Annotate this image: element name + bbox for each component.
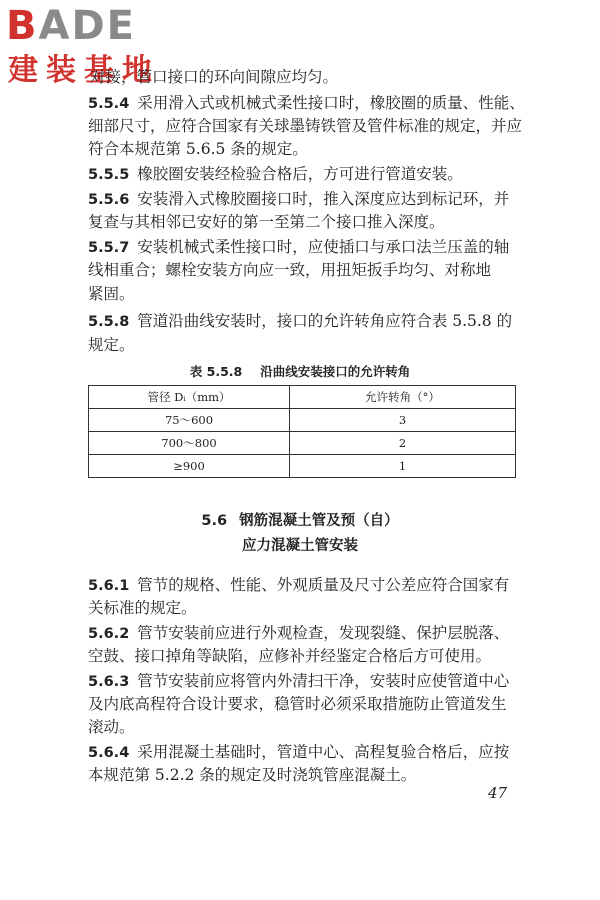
- fragment-line: 对接，管口接口的环向间隙应均匀。: [90, 68, 339, 86]
- allowed-angle-table: [88, 385, 516, 478]
- clause-5-5-4-line-1: [88, 92, 528, 115]
- cell-angle: 2: [290, 432, 516, 455]
- section-heading-line-1: [0, 510, 600, 532]
- clause-text: 采用滑入式或机械式柔性接口时，橡胶圈的质量、性能、: [137, 94, 525, 112]
- clause-5-5-7-line-1: [88, 236, 528, 259]
- clause-text: 管节安装前应进行外观检查，发现裂缝、保护层脱落、: [137, 624, 510, 642]
- clause-text: 橡胶圈安装经检验合格后，方可进行管道安装。: [137, 165, 463, 183]
- clause-text: 安装滑入式橡胶圈接口时，推入深度应达到标记环，并: [137, 190, 510, 208]
- clause-number: 5.5.5: [88, 167, 130, 183]
- clause-5-5-7-line-2: 线相重合；螺栓安装方向应一致，用扭矩扳手均匀、对称地: [88, 261, 492, 279]
- logo-accent-letter: B: [6, 3, 39, 49]
- table-row: [89, 432, 516, 455]
- section-heading-line-2: 应力混凝土管安装: [242, 538, 358, 554]
- clause-5-5-8-line-1: [88, 310, 528, 333]
- table-caption: [0, 362, 600, 380]
- clause-5-5-4-line-2: 细部尺寸，应符合国家有关球墨铸铁管及管件标准的规定，并应: [88, 117, 523, 135]
- table-row: [89, 455, 516, 478]
- clause-5-6-1-line-2: 关标准的规定。: [88, 599, 197, 617]
- clause-text: 管节安装前应将管内外清扫干净，安装时应使管道中心: [137, 672, 510, 690]
- cell-angle: 1: [290, 455, 516, 478]
- clause-text: 采用混凝土基础时，管道中心、高程复验合格后，应按: [137, 743, 510, 761]
- clause-5-6-1-line-1: [88, 574, 528, 597]
- clause-5-6-4-line-2: 本规范第 5.2.2 条的规定及时浇筑管座混凝土。: [88, 766, 417, 784]
- clause-5-5-5-line-1: [88, 163, 528, 186]
- table-caption-title: 沿曲线安装接口的允许转角: [260, 364, 411, 379]
- clause-5-5-7-line-3: 紧固。: [88, 285, 135, 303]
- clause-number: 5.5.8: [88, 314, 130, 330]
- clause-5-6-2-line-2: 空鼓、接口掉角等缺陷，应修补并经鉴定合格后方可使用。: [88, 647, 492, 665]
- clause-5-5-6-line-2: 复查与其相邻已安好的第一至第二个接口推入深度。: [88, 213, 445, 231]
- section-number: 5.6: [201, 513, 228, 529]
- header-angle: 允许转角（°）: [290, 386, 516, 409]
- cell-diameter: 75～600: [89, 409, 290, 432]
- section-title-1: 钢筋混凝土管及预（自）: [239, 513, 399, 529]
- table-caption-number: 表 5.5.8: [189, 364, 243, 379]
- header-diameter: 管径 Dᵢ（mm）: [89, 386, 290, 409]
- clause-5-6-3-line-3: 滚动。: [88, 718, 135, 736]
- clause-number: 5.6.2: [88, 626, 130, 642]
- cell-angle: 3: [290, 409, 516, 432]
- clause-5-5-4-line-3: 符合本规范第 5.6.5 条的规定。: [88, 140, 308, 158]
- clause-number: 5.6.1: [88, 578, 130, 594]
- cell-diameter: 700～800: [89, 432, 290, 455]
- clause-5-5-8-line-2: 规定。: [88, 336, 135, 354]
- logo-word-rest: ADE: [38, 3, 136, 49]
- clause-text: 管道沿曲线安装时，接口的允许转角应符合表 5.5.8 的: [137, 312, 513, 330]
- clause-5-6-4-line-1: [88, 741, 528, 764]
- clause-5-6-3-line-1: [88, 670, 528, 693]
- table-row: [89, 409, 516, 432]
- table-header-row: [89, 386, 516, 409]
- clause-number: 5.5.6: [88, 192, 130, 208]
- clause-number: 5.5.4: [88, 96, 130, 112]
- clause-number: 5.5.7: [88, 240, 130, 256]
- clause-5-6-2-line-1: [88, 622, 528, 645]
- clause-number: 5.6.3: [88, 674, 130, 690]
- logo-subtitle: 建装基地: [8, 53, 160, 88]
- clause-number: 5.6.4: [88, 745, 130, 761]
- clause-text: 安装机械式柔性接口时，应使插口与承口法兰压盖的轴: [137, 238, 510, 256]
- cell-diameter: ≥900: [89, 455, 290, 478]
- clause-5-6-3-line-2: 及内底高程符合设计要求，稳管时必须采取措施防止管道发生: [88, 695, 507, 713]
- page-number: 47: [488, 784, 508, 802]
- logo-wordmark: [6, 4, 136, 48]
- clause-5-5-6-line-1: [88, 188, 528, 211]
- clause-text: 管节的规格、性能、外观质量及尺寸公差应符合国家有: [137, 576, 510, 594]
